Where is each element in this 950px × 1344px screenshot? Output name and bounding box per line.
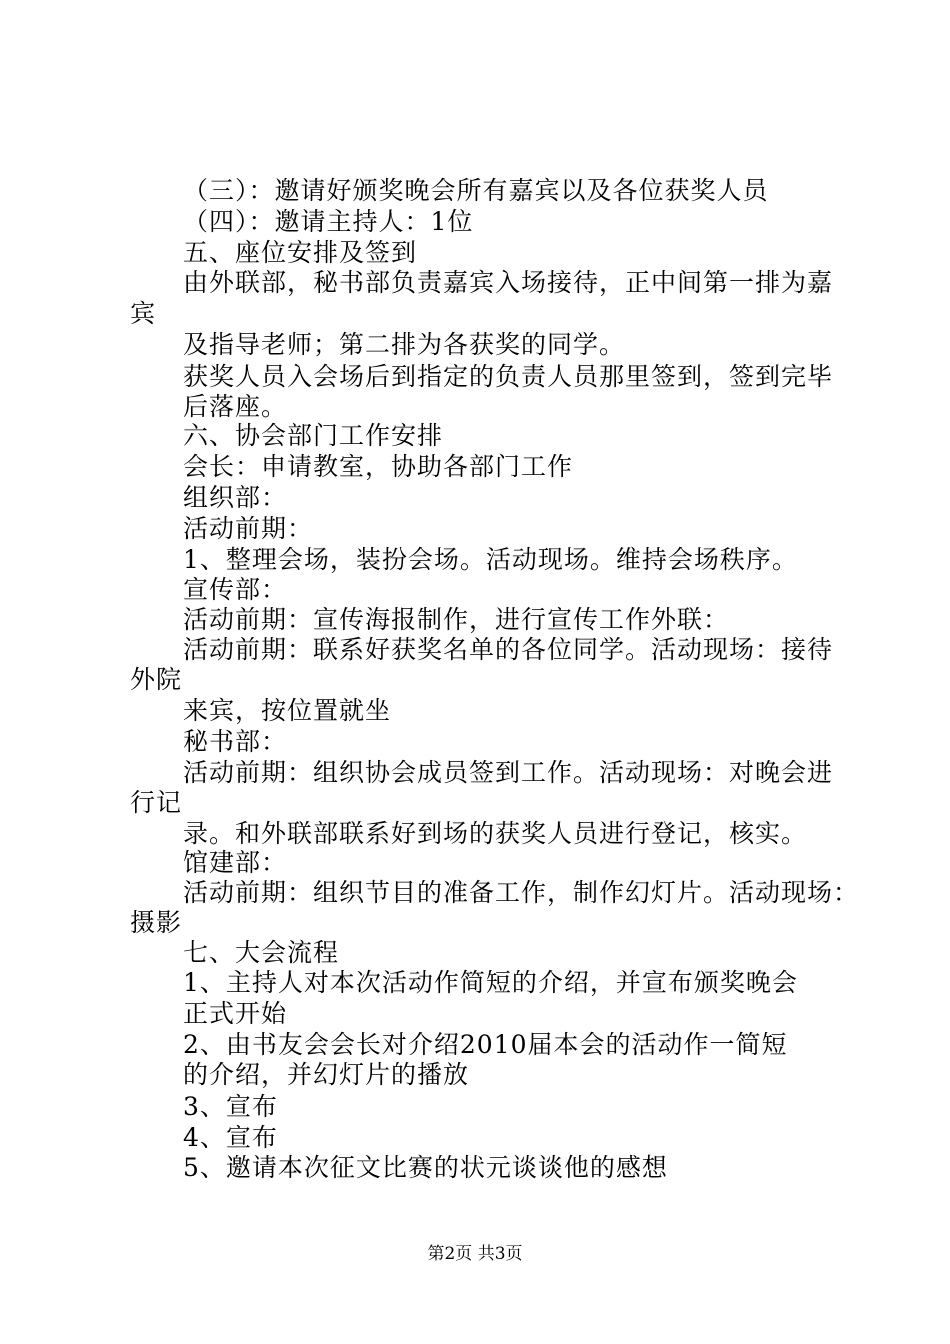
text-line: 活动前期：宣传海报制作，进行宣传工作外联： bbox=[183, 605, 730, 634]
text-line: 馆建部： bbox=[183, 848, 288, 877]
text-line: （三）：邀请好颁奖晚会所有嘉宾以及各位获奖人员 bbox=[183, 176, 769, 205]
text-line: 1、整理会场，装扮会场。活动现场。维持会场秩序。 bbox=[183, 545, 798, 574]
text-line: 3、宣布 bbox=[183, 1092, 278, 1121]
text-line: 活动前期：联系好获奖名单的各位同学。活动现场：接待 bbox=[183, 635, 834, 664]
text-line: 活动前期：组织节目的准备工作，制作幻灯片。活动现场： bbox=[183, 878, 860, 907]
text-line: 由外联部，秘书部负责嘉宾入场接待，正中间第一排为嘉 bbox=[183, 268, 834, 297]
text-line: 宣传部： bbox=[183, 575, 288, 604]
text-line: 行记 bbox=[130, 788, 183, 817]
text-line: 2、由书友会会长对介绍2010届本会的活动作一简短 bbox=[183, 1030, 788, 1059]
text-line: 来宾，按位置就坐 bbox=[183, 696, 392, 725]
text-line: （四）：邀请主持人：1位 bbox=[183, 207, 474, 236]
section-heading: 六、协会部门工作安排 bbox=[183, 421, 444, 450]
text-line: 的介绍，并幻灯片的播放 bbox=[183, 1060, 470, 1089]
section-heading: 五、座位安排及签到 bbox=[183, 238, 418, 267]
page-number-footer: 第2页 共3页 bbox=[427, 1244, 523, 1264]
text-line: 摄影 bbox=[130, 908, 183, 937]
text-line: 活动前期： bbox=[183, 514, 314, 543]
text-line: 及指导老师；第二排为各获奖的同学。 bbox=[183, 330, 626, 359]
text-line: 1、主持人对本次活动作简短的介绍，并宣布颁奖晚会 bbox=[183, 968, 798, 997]
section-heading: 七、大会流程 bbox=[183, 938, 340, 967]
text-line: 活动前期：组织协会成员签到工作。活动现场：对晚会进 bbox=[183, 758, 834, 787]
text-line: 5、邀请本次征文比赛的状元谈谈他的感想 bbox=[183, 1153, 668, 1182]
text-line: 后落座。 bbox=[183, 392, 288, 421]
text-line: 宾 bbox=[130, 299, 157, 328]
text-line: 获奖人员入会场后到指定的负责人员那里签到，签到完毕 bbox=[183, 362, 834, 391]
text-line: 4、宣布 bbox=[183, 1123, 278, 1152]
text-line: 正式开始 bbox=[183, 999, 288, 1028]
text-line: 录。和外联部联系好到场的获奖人员进行登记，核实。 bbox=[183, 819, 808, 848]
text-line: 会长：申请教室，协助各部门工作 bbox=[183, 452, 574, 481]
text-line: 秘书部： bbox=[183, 727, 288, 756]
text-line: 组织部： bbox=[183, 483, 288, 512]
text-line: 外院 bbox=[130, 665, 183, 694]
